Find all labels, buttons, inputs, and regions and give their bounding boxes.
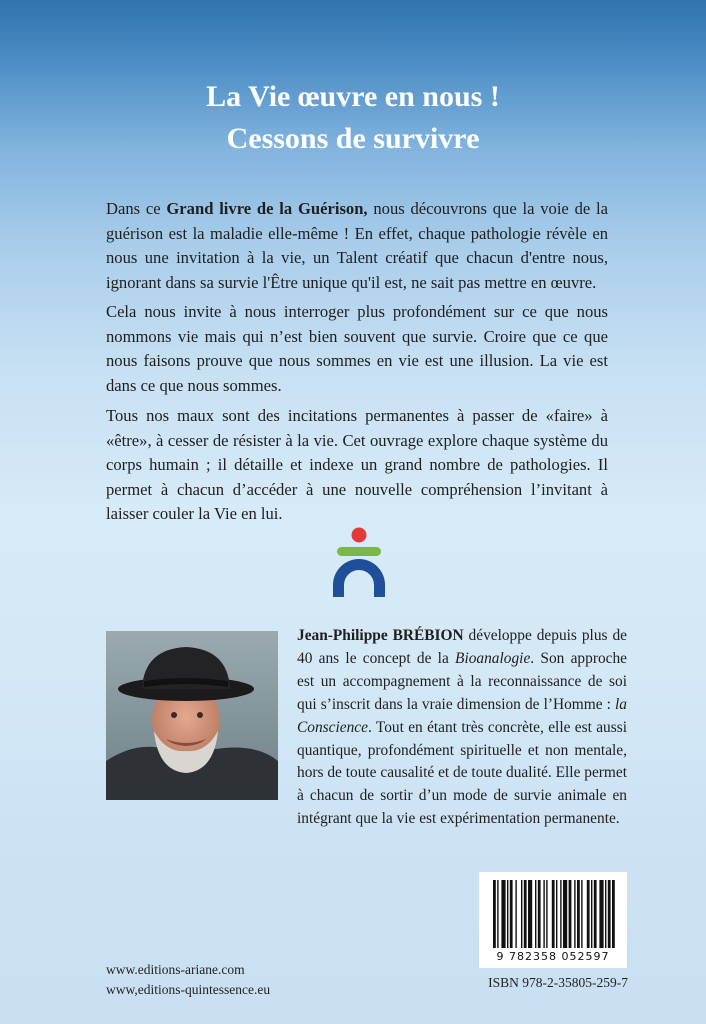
author-photo	[106, 631, 278, 800]
bio-part-1: développe depuis plus de 40 ans le concept de la	[297, 627, 627, 667]
barcode-bar	[535, 880, 536, 948]
paragraph-2	[106, 300, 608, 398]
barcode-bar	[581, 880, 582, 948]
barcode-bar	[574, 880, 575, 948]
logo-blue-arch	[333, 559, 385, 597]
barcode-bar	[560, 880, 561, 948]
bio-part-2: . Son approche est un accompagnement à la reconnaissance de soi qui s’inscrit dans la vraie dimension de l’Homme :	[297, 649, 627, 713]
bio-italic-1: Bioanalogie	[455, 649, 531, 667]
barcode-bar	[556, 880, 557, 948]
barcode-bars	[479, 872, 627, 952]
barcode-bar	[524, 880, 527, 948]
barcode-bar	[569, 880, 572, 948]
title-line-1: La Vie œuvre en nous !	[206, 80, 500, 113]
barcode-bar	[577, 880, 580, 948]
bio-part-3: . Tout en étant très concrète, elle est aussi quantique, profondément spirituelle et non mentale, hors de toute causalité et de toute dualité. Elle permet à chacun de sortir d’un mode de survie animale en intégrant que la vie est expérimentation permanente.	[297, 718, 627, 828]
website-2: www,editions-quintessence.eu	[106, 982, 271, 997]
barcode-bar	[528, 880, 532, 948]
barcode-bar	[521, 880, 522, 948]
barcode-bar	[493, 880, 496, 948]
barcode-digits: 9 782358 052597	[496, 950, 610, 963]
paragraph-3-text: Tous nos maux sont des incitations permanentes à passer de «faire» à «être», à cesser de résister à la vie. Cet ouvrage explore chaque système du corps humain ; il détaille et indexe un grand nombre de pathologies. Il permet à chacun d’accéder à une nouvelle compréhension l’invitant à laisser couler la Vie en lui.	[106, 406, 608, 523]
barcode-bar	[510, 880, 513, 948]
barcode-bar	[538, 880, 541, 948]
barcode-bar	[612, 880, 615, 948]
author-last-name: BRÉBION	[392, 627, 464, 644]
logo-red-dot	[352, 528, 367, 543]
paragraph-3	[106, 404, 608, 527]
barcode-bar	[594, 880, 597, 948]
author-bio	[297, 625, 627, 831]
author-first-name: Jean-Philippe	[297, 627, 393, 644]
barcode-bar	[552, 880, 555, 948]
barcode-bar	[497, 880, 498, 948]
author-portrait-illustration	[106, 631, 278, 800]
barcode-bar	[587, 880, 590, 948]
barcode-bar	[507, 880, 508, 948]
barcode-bar	[515, 880, 516, 948]
paragraph-1-intro: Dans ce	[106, 199, 167, 218]
paragraph-2-text: Cela nous invite à nous interroger plus profondément sur ce que nous nommons vie mais qui n’est bien souvent que survie. Croire que ce que nous faisons prouve que nous sommes en vie est une illusion. La vie est dans ce que nous sommes.	[106, 302, 608, 395]
logo-green-bar	[337, 547, 381, 556]
paragraph-1-bold: Grand livre de la Guérison,	[166, 199, 368, 218]
isbn: ISBN 978-2-35805-259-7	[488, 975, 628, 990]
barcode-bar	[546, 880, 547, 948]
publisher-logo	[331, 527, 387, 599]
bio-italic-2: la Conscience	[297, 695, 627, 736]
book-title	[0, 76, 706, 160]
barcode-bar	[605, 880, 606, 948]
paragraph-1	[106, 197, 608, 295]
title-line-2: Cessons de survivre	[226, 122, 480, 155]
barcode-bar	[501, 880, 505, 948]
barcode-bar	[599, 880, 603, 948]
barcode-bar	[543, 880, 544, 948]
barcode-bar	[563, 880, 567, 948]
barcode-bar	[591, 880, 592, 948]
paragraph-1-rest: nous découvrons que la voie de la guérison est la maladie elle-même ! En effet, chaque pathologie révèle en nous une invitation à la vie, un Talent créatif que chacun d'entre nous, ignorant dans sa survie l'Être unique qu'il est, ne sait pas mettre en œuvre.	[106, 199, 608, 292]
barcode-bar	[608, 880, 611, 948]
website-1: www.editions-ariane.com	[106, 962, 245, 977]
publisher-websites	[106, 960, 270, 1000]
barcode	[479, 872, 627, 968]
